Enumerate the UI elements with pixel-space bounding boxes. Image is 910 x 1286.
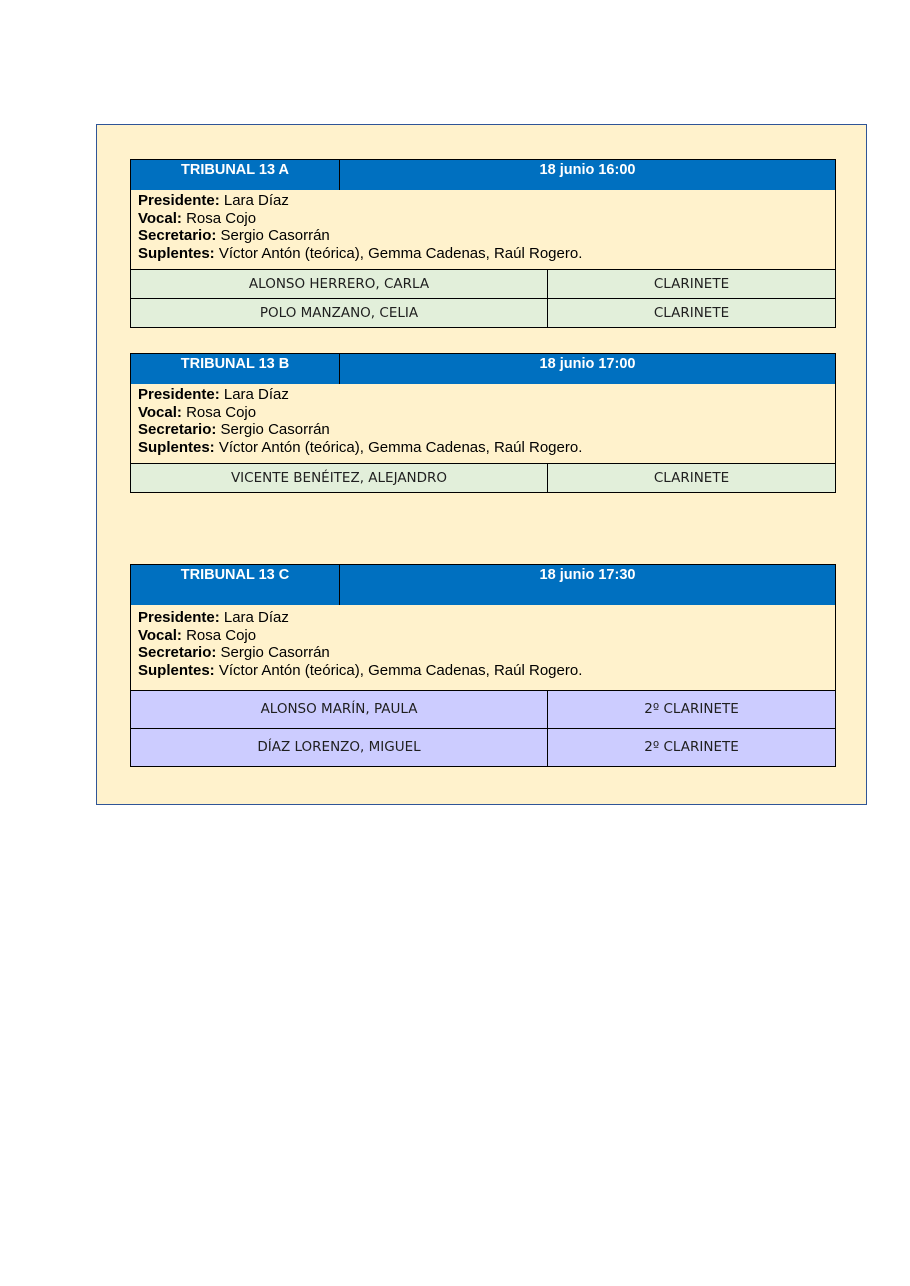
student-instrument: CLARINETE (653, 305, 730, 321)
table-row (131, 728, 835, 766)
student-name: DÍAZ LORENZO, MIGUEL (131, 729, 548, 766)
student-instrument: 2º CLARINETE (644, 739, 739, 755)
table-row (131, 298, 835, 327)
tribunal-header (131, 354, 835, 384)
tribunal-members (131, 384, 835, 463)
member-vocal: Vocal: Rosa Cojo (138, 209, 257, 227)
table-row (131, 691, 835, 728)
table-row (131, 270, 835, 298)
member-substitutes: Suplentes: Víctor Antón (teórica), Gemma Cadenas, Raúl Rogero. (138, 661, 583, 679)
tribunal-name: TRIBUNAL 13 B (131, 354, 340, 384)
tribunal-date-time: 18 junio 16:00 (539, 162, 636, 178)
student-list (131, 690, 835, 766)
student-instrument: CLARINETE (653, 276, 730, 292)
member-secretary: Secretario: Sergio Casorrán (138, 227, 330, 244)
member-president: Presidente: Lara Díaz (138, 192, 289, 209)
student-instrument: CLARINETE (653, 470, 730, 486)
student-instrument: 2º CLARINETE (644, 701, 739, 717)
student-name: VICENTE BENÉITEZ, ALEJANDRO (131, 464, 548, 492)
tribunal-date-time: 18 junio 17:00 (539, 356, 636, 372)
student-name: ALONSO MARÍN, PAULA (131, 691, 548, 728)
member-president: Presidente: Lara Díaz (138, 609, 289, 626)
tribunal-name: TRIBUNAL 13 A (131, 160, 340, 190)
member-vocal: Vocal: Rosa Cojo (138, 626, 257, 644)
member-secretary: Secretario: Sergio Casorrán (138, 644, 330, 661)
tribunal-name: TRIBUNAL 13 C (131, 565, 340, 605)
table-row (131, 464, 835, 492)
tribunal-header (131, 565, 835, 605)
tribunal-13c (130, 564, 836, 767)
member-president: Presidente: Lara Díaz (138, 386, 289, 403)
student-list (131, 463, 835, 492)
tribunal-members (131, 190, 835, 269)
student-list (131, 269, 835, 327)
student-name: POLO MANZANO, CELIA (131, 299, 548, 327)
tribunal-13a (130, 159, 836, 328)
member-substitutes: Suplentes: Víctor Antón (teórica), Gemma Cadenas, Raúl Rogero. (138, 438, 583, 456)
tribunal-members (131, 605, 835, 690)
student-name: ALONSO HERRERO, CARLA (131, 270, 548, 298)
member-substitutes: Suplentes: Víctor Antón (teórica), Gemma Cadenas, Raúl Rogero. (138, 244, 583, 262)
tribunal-date-time: 18 junio 17:30 (539, 567, 636, 583)
member-secretary: Secretario: Sergio Casorrán (138, 421, 330, 438)
tribunal-header (131, 160, 835, 190)
tribunal-13b (130, 353, 836, 493)
member-vocal: Vocal: Rosa Cojo (138, 403, 257, 421)
